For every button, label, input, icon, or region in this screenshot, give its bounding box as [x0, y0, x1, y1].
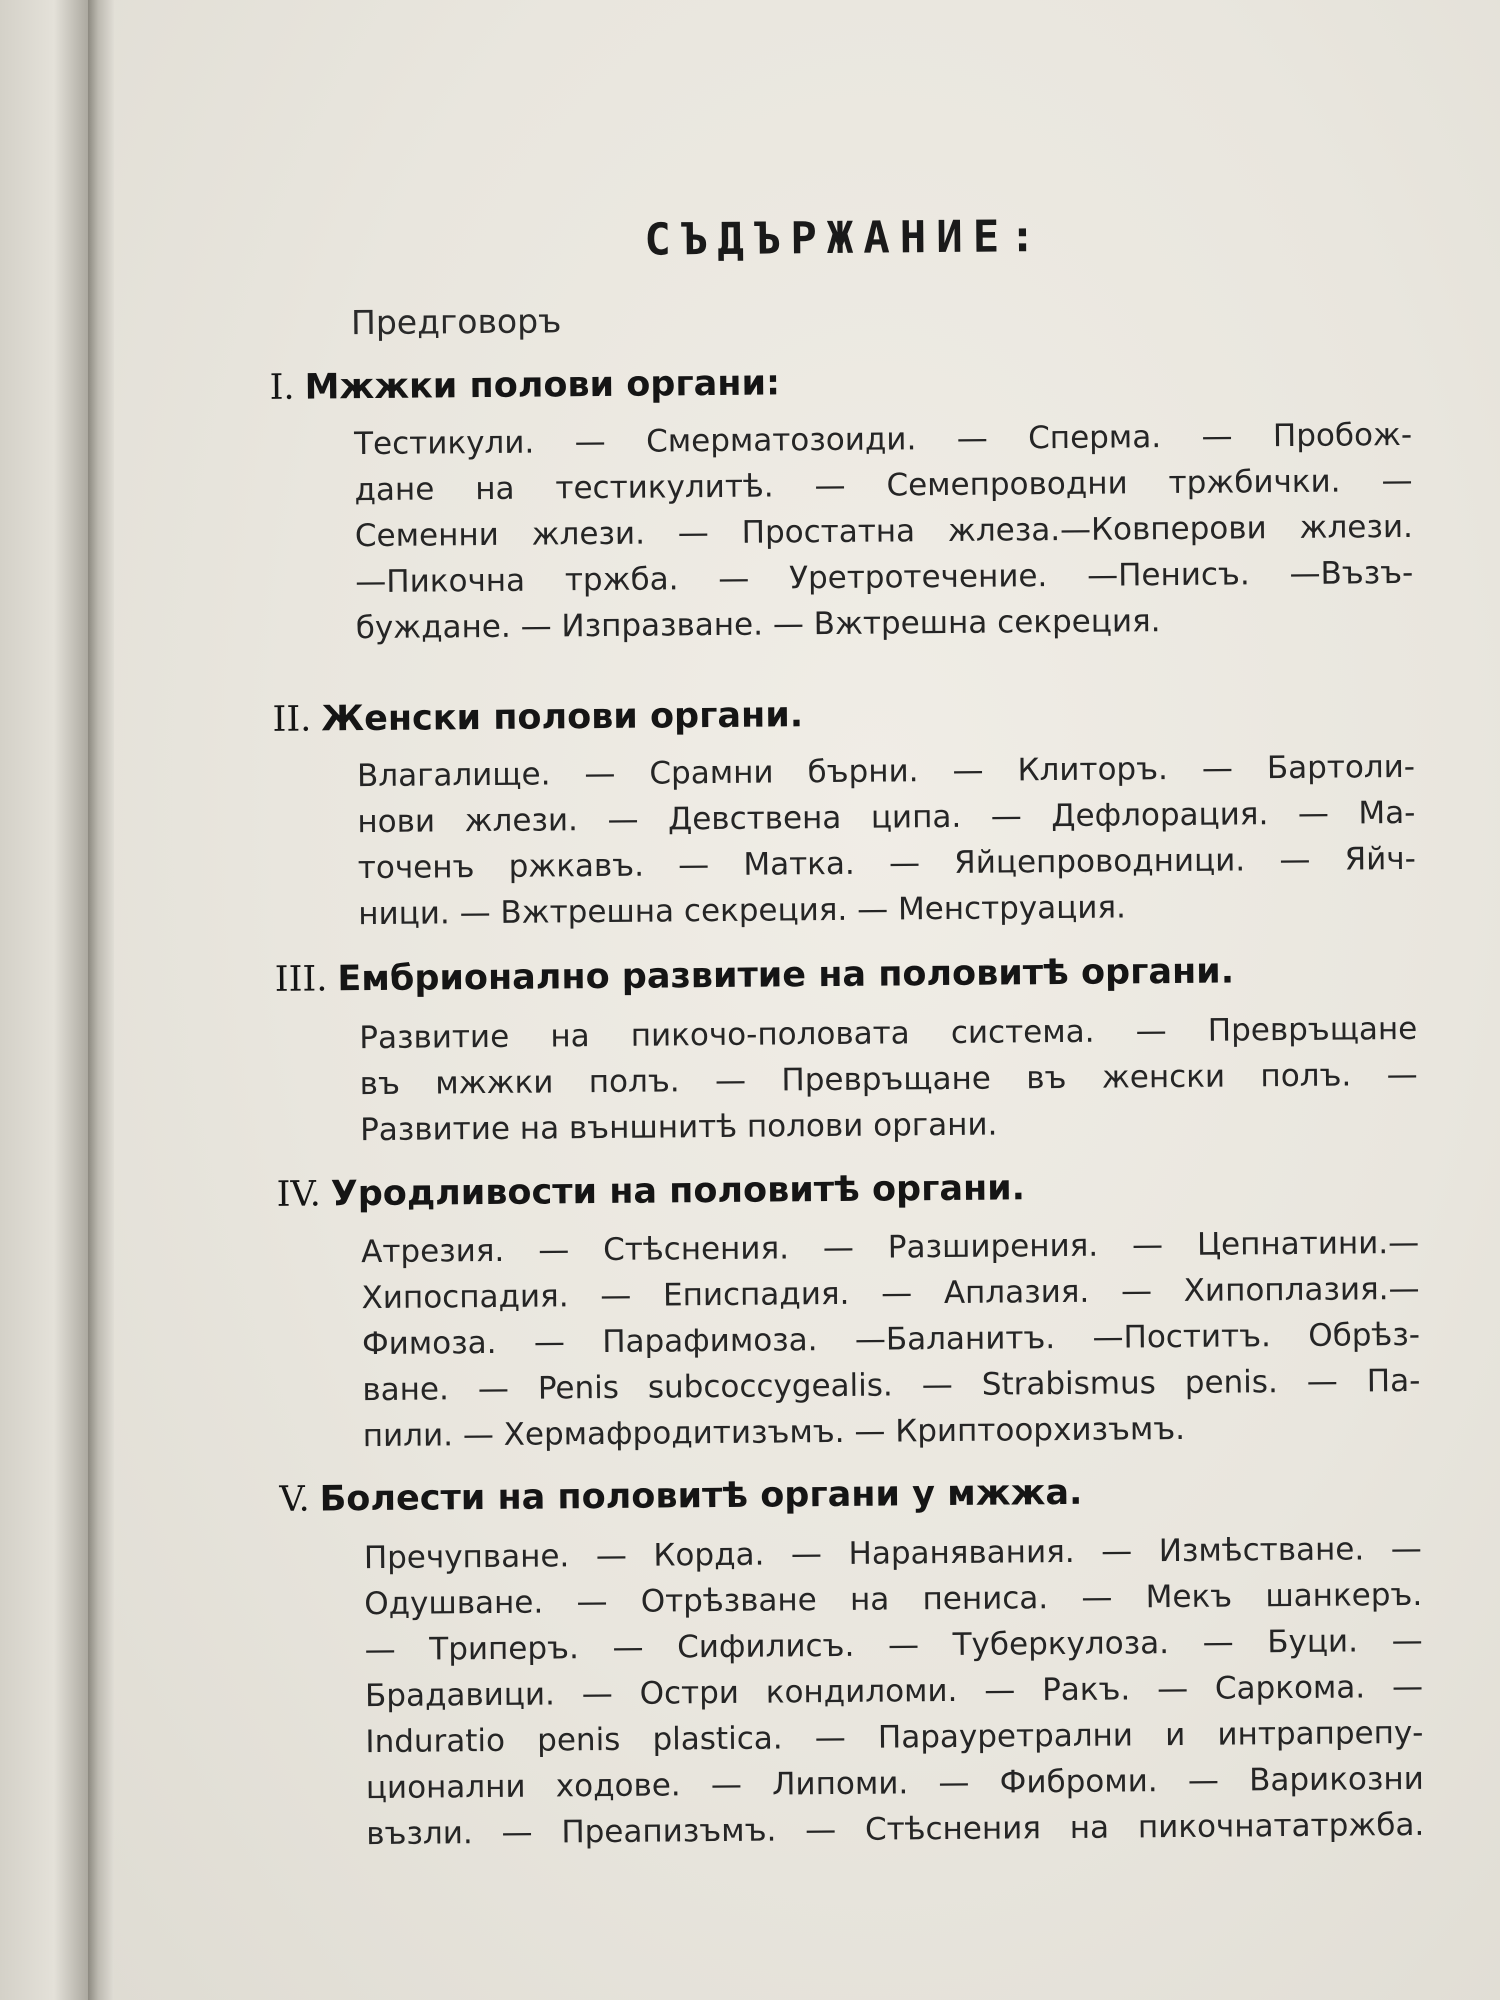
contents-line: Брадавици. — Остри кондиломи. — Ракъ. — Саркома. —: [364, 1668, 1424, 1715]
book-gutter: [88, 0, 114, 2000]
contents-line: Атрезия. — Стѣснения. — Разширения. — Цепнатини.—: [361, 1224, 1420, 1271]
contents-line: точенъ ржкавъ. — Матка. — Яйцепроводници. — Яйч-: [357, 840, 1416, 887]
contents-line: — Триперъ. — Сифилисъ. — Туберкулоза. — Буци. —: [364, 1622, 1423, 1669]
section-numeral: IV.: [276, 1174, 321, 1215]
section-heading: [269, 363, 780, 407]
contents-line: —Пикочна тржба. — Уретротечение. —Пенисъ. —Възъ-: [355, 554, 1414, 601]
section-heading: [279, 1473, 1082, 1520]
contents-line: Хипоспадия. — Еписпадия. — Аплазия. — Хипоплазия.—: [361, 1270, 1420, 1317]
contents-line: ване. — Penis subcoccygealis. — Strabismus penis. — Па-: [362, 1362, 1421, 1409]
table-of-contents: [254, 190, 1425, 1853]
contents-line: Тестикули. — Смерматозоиди. — Сперма. — Пробож-: [353, 416, 1413, 463]
contents-line: Induratio penis plastica. — Парауретрални и интрапрепу-: [365, 1714, 1424, 1761]
contents-line: възли. — Преапизъмъ. — Стѣснения на пикочнататржба.: [366, 1806, 1425, 1853]
section-numeral: I.: [269, 367, 295, 408]
section-title: Уродливости на половитѣ органи.: [330, 1168, 1026, 1215]
contents-line: Развитие на пикочо-половата система. — Превръщане: [359, 1010, 1418, 1057]
section-body: [364, 1526, 1425, 1857]
section-body: [359, 1006, 1418, 1153]
section-body: [361, 1220, 1421, 1459]
section-title: Женски полови органи.: [321, 695, 804, 740]
contents-line: въ мжжки полъ. — Превръщане въ женски полъ. —: [359, 1056, 1418, 1103]
section-numeral: III.: [274, 959, 328, 1000]
contents-line: Развитие на външнитѣ полови органи.: [359, 1106, 998, 1149]
section-heading: [272, 695, 803, 740]
section-body: [354, 412, 1414, 651]
page-title: СЪДЪРЖАНИЕ:: [644, 211, 1046, 266]
contents-line: пили. — Хермафродитизъмъ. — Криптоорхизъмъ.: [362, 1410, 1186, 1455]
contents-line: буждане. — Изпразване. — Вжтрешна секреция.: [355, 603, 1161, 647]
section-title: Ембрионално развитие на половитѣ органи.: [337, 951, 1235, 1000]
left-page-edge: [0, 0, 90, 2000]
section-heading: [275, 951, 1235, 999]
contents-line: дане на тестикулитѣ. — Семепроводни тржбички. —: [354, 462, 1413, 509]
contents-line: нови жлези. — Девствена ципа. — Дефлорация. — Ма-: [357, 794, 1416, 841]
contents-line: Фимоза. — Парафимоза. —Баланитъ. —Поститъ. Обрѣз-: [361, 1316, 1421, 1363]
section-numeral: V.: [279, 1479, 310, 1520]
preface-entry: Предговоръ: [350, 301, 562, 343]
section-title: Мжжки полови органи:: [304, 363, 781, 408]
contents-line: Влагалище. — Срамни бърни. — Клиторъ. — Бартоли-: [356, 748, 1416, 795]
contents-line: ници. — Вжтрешна секреция. — Менструация.: [358, 889, 1127, 933]
contents-line: Пречупване. — Корда. — Наранявания. — Измѣстване. —: [363, 1530, 1422, 1577]
contents-line: Одушване. — Отрѣзване на пениса. — Мекъ шанкеръ.: [364, 1576, 1423, 1623]
contents-line: ционални ходове. — Липоми. — Фиброми. — Варикозни: [365, 1760, 1424, 1807]
section-title: Болести на половитѣ органи у мжжа.: [319, 1472, 1083, 1520]
section-numeral: II.: [272, 699, 312, 740]
book-page: [114, 0, 1500, 2000]
section-heading: [277, 1168, 1026, 1215]
contents-line: Семенни жлези. — Простатна жлеза.—Ковперови жлези.: [354, 508, 1414, 555]
section-body: [357, 744, 1417, 937]
